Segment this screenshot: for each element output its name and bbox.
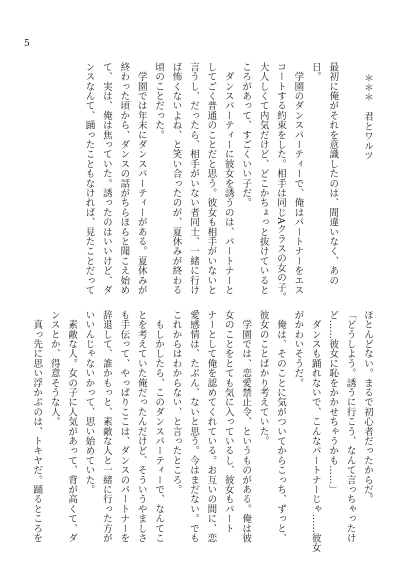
text-line: これからはわからない、と言ったところ。 [170, 310, 182, 495]
text-line: 最初に俺がそれを意識したのは、間違いなく、あの [327, 62, 339, 286]
text-line: ンスなんて、踊ったこともなければ、見たことだって [83, 62, 95, 295]
text-line: 大人しくて内気だけど、どこかちょっと抜けていると [257, 62, 269, 295]
text-line: 女のことをとても気に入っているし、彼女もパート [222, 310, 234, 534]
text-line: 愛感情は、たぶん、ないと思う。今はまだない。でも [187, 310, 199, 543]
text-line: 「どうしよう。誘うに行こう、なんて言っちゃったけ [344, 310, 356, 543]
text-line: 彼女のことばかり考えていた。 [257, 310, 269, 446]
chapter-heading: ＊＊＊ 君とワルツ [362, 73, 373, 161]
text-line: 学園では年末にダンスパーティーがある。夏休みが [135, 62, 147, 295]
text-line: ど……彼女に恥をかかせちゃうかも……」 [327, 310, 339, 495]
text-line: て、実は、俺は焦っていた。誘ったのはいいけど、ダ [100, 62, 112, 295]
text-line: 学園のダンスパーティーで、俺はパートナーをエス [292, 62, 304, 295]
text-line: も手伝って、やっぱりここは、ダンスのパートナーを [118, 310, 130, 543]
text-line: ダンスも踊れないで、こんなパートナーじゃ……彼女 [309, 310, 321, 553]
page-number: 5 [24, 39, 30, 49]
top-text-block [80, 62, 376, 302]
text-line: 終わった頃から、ダンスの話がちらほらと聞こえ始め [118, 62, 130, 295]
text-line: 頃のことだった。 [153, 62, 165, 140]
text-line: 学園では、恋愛禁止令、というものがある。俺は彼 [240, 310, 252, 543]
text-line: がかわいそうだ。 [292, 310, 304, 388]
text-line: いいんじゃないかって、思い始めていた。 [83, 310, 95, 495]
text-line: ころがあって、すごくいい子だ。 [240, 62, 252, 208]
text-line: ンスとか、得意そうな人。 [48, 310, 60, 427]
text-line: とを考えていた俺だったんだけど、そういうやましさ [135, 310, 147, 543]
text-line: コートする約束をした。相手は同じAクラスの女の子。 [274, 62, 286, 302]
text-line: してごく普通のことだと思う。彼女も相手がいないと [205, 62, 217, 295]
text-line: 日。 [309, 62, 321, 82]
text-line: ナーとして俺を認めてくれている。お互いの間に、恋 [205, 310, 217, 543]
text-line: 辞退して、誰かもっと、素敵な人と一緒に行った方が [100, 310, 112, 543]
bottom-text-block [28, 310, 376, 553]
text-line: ば怖くないよね、と笑い合ったのが、夏休みが終わる [170, 62, 182, 295]
text-line: 俺は、そのことに気がついてからこっち、ずっと、 [274, 310, 286, 543]
text-line: 真っ先に思い浮かぶのは、トキヤだ。踊るところを [31, 310, 43, 543]
text-line: 言うし、だったら、相手がいない者同士、一緒に行け [187, 62, 199, 295]
text-line: ダンスパーティーに彼女を誘うのは、パートナーと [222, 62, 234, 295]
text-line: もしかしたら、このダンスパーティーで、なんてこ [153, 310, 165, 543]
text-line: 素敵な人。女の子に人気があって、背が高くて、ダ [66, 310, 78, 543]
text-line: ほとんどない。まるで初心者だったからだ。 [362, 310, 373, 504]
